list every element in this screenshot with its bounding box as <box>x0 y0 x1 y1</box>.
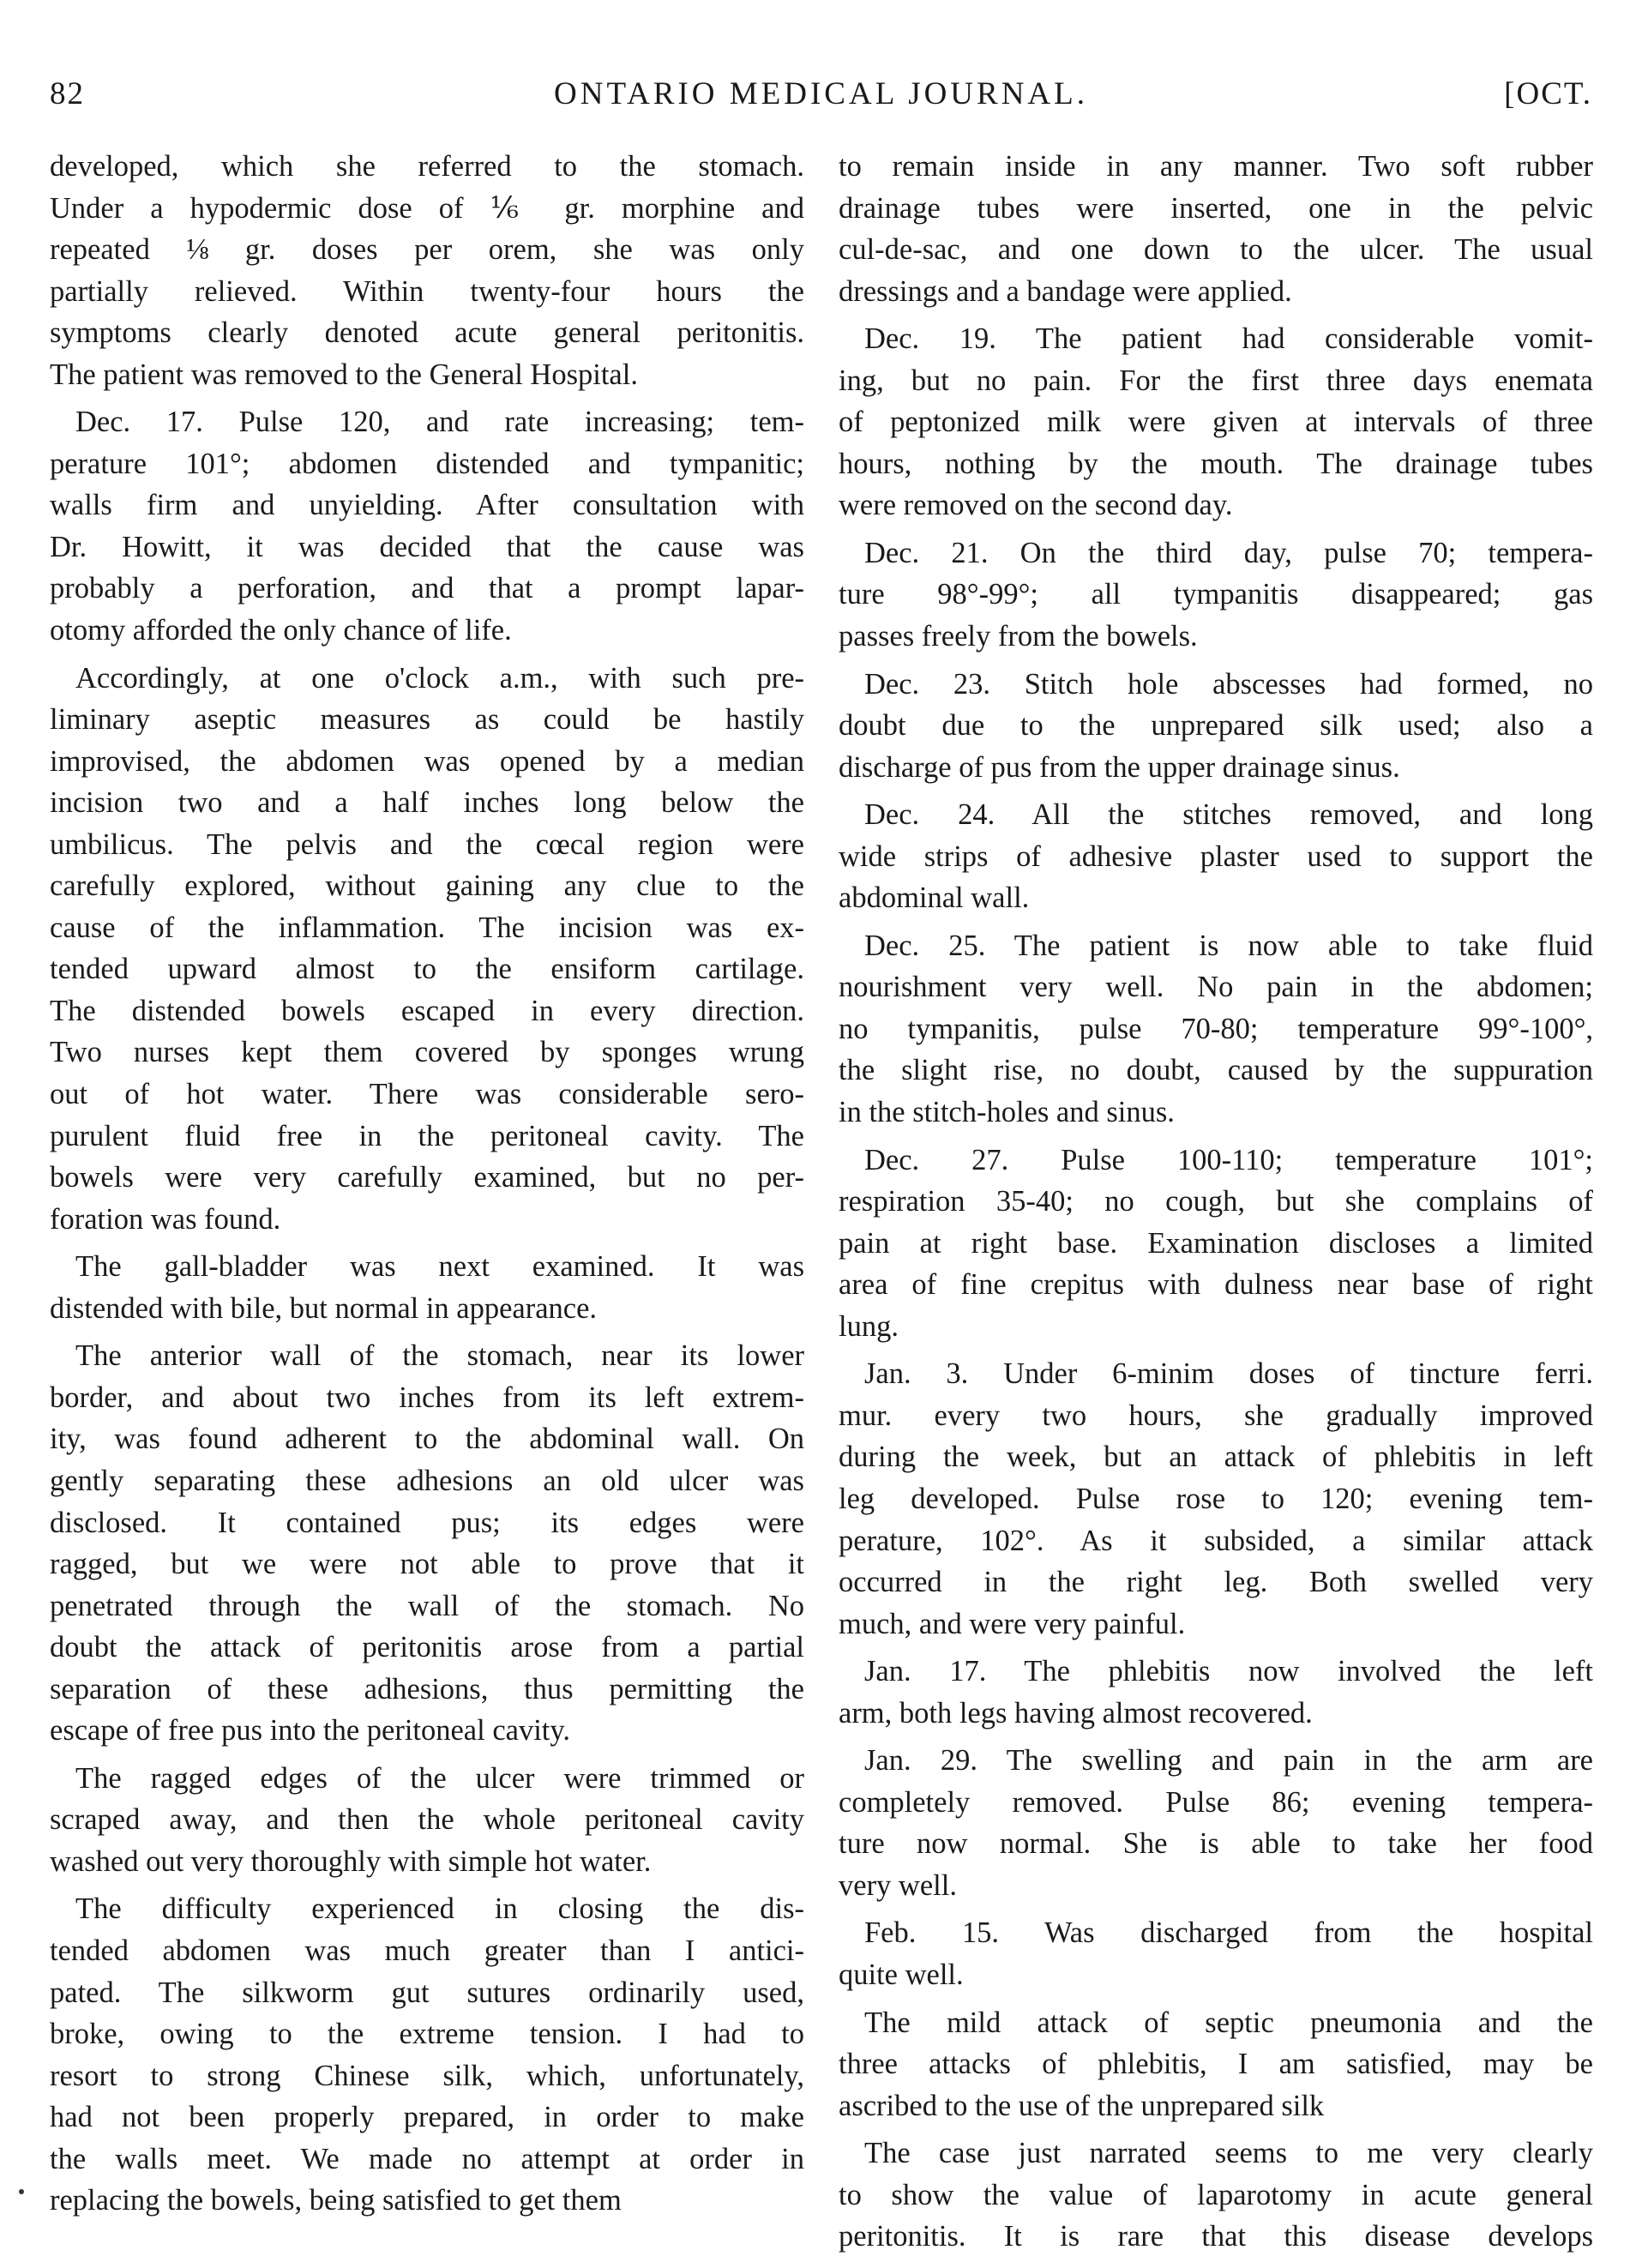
text-line: escape of free pus into the peritoneal cavity. <box>50 1714 571 1748</box>
text-line: discharge of pus from the upper drainage sinus. <box>839 750 1400 784</box>
text-line: umbilicus. The pelvis and the cœcal region were <box>50 827 804 861</box>
text-line: purulent fluid free in the peritoneal cavity. The <box>50 1119 804 1152</box>
text-line: doubt the attack of peritonitis arose from a partial <box>50 1631 804 1664</box>
text-line: had not been properly prepared, in order to make <box>50 2101 804 2134</box>
text-line: The distended bowels escaped in every direction. <box>50 994 804 1027</box>
text-line: Dec. 17. Pulse 120, and rate increasing; tem- <box>75 406 804 439</box>
text-line: The difficulty experienced in closing the dis- <box>75 1892 804 1926</box>
paragraph <box>839 2002 1593 2127</box>
text-line: The case just narrated seems to me very clearly <box>864 2137 1593 2170</box>
text-line: occurred in the right leg. Both swelled very <box>839 1566 1593 1599</box>
text-line: incision two and a half inches long below the <box>50 786 804 820</box>
text-line: Jan. 17. The phlebitis now involved the left <box>864 1655 1593 1688</box>
text-line: peritonitis. It is rare that this disease develops <box>839 2220 1593 2253</box>
text-line: cul-de-sac, and one down to the ulcer. The usual <box>839 233 1593 267</box>
paragraph <box>50 1246 804 1329</box>
text-line: Jan. 29. The swelling and pain in the arm are <box>864 1744 1593 1778</box>
text-line: The patient was removed to the General Hospital. <box>50 358 638 391</box>
paragraph <box>50 146 804 395</box>
text-line: repeated ⅛ gr. doses per orem, she was only <box>50 233 804 267</box>
paragraph <box>50 1888 804 2221</box>
paragraph <box>50 1758 804 1883</box>
text-line: the walls meet. We made no attempt at order in <box>50 2142 804 2175</box>
paragraph <box>839 1740 1593 1906</box>
text-line: the slight rise, no doubt, caused by the suppuration <box>839 1054 1593 1087</box>
text-line: to remain inside in any manner. Two soft rubber <box>839 150 1593 183</box>
paragraph <box>839 664 1593 789</box>
text-line: perature, 102°. As it subsided, a similar attack <box>839 1524 1593 1557</box>
text-line: improvised, the abdomen was opened by a median <box>50 744 804 778</box>
paragraph <box>839 2133 1593 2258</box>
text-line: bowels were very carefully examined, but no per- <box>50 1161 804 1194</box>
text-line: The gall-bladder was next examined. It was <box>75 1250 804 1284</box>
text-line: passes freely from the bowels. <box>839 620 1198 653</box>
paragraph <box>50 401 804 651</box>
text-line: Dec. 27. Pulse 100-110; temperature 101°; <box>864 1143 1593 1176</box>
text-line: separation of these adhesions, thus permitting the <box>50 1672 804 1706</box>
text-line: leg developed. Pulse rose to 120; evening tem- <box>839 1482 1593 1515</box>
text-line: hours, nothing by the mouth. The drainage tubes <box>839 447 1593 480</box>
text-line: ing, but no pain. For the first three days enemata <box>839 364 1593 397</box>
text-line: drainage tubes were inserted, one in the pelvic <box>839 191 1593 225</box>
paragraph <box>839 318 1593 526</box>
text-column-left <box>50 146 804 2228</box>
text-line: Dec. 19. The patient had considerable vomit- <box>864 322 1593 356</box>
text-line: penetrated through the wall of the stomach. No <box>50 1589 804 1622</box>
text-line: distended with bile, but normal in appearance. <box>50 1291 598 1325</box>
text-column-right <box>839 146 1593 2264</box>
text-line: tended upward almost to the ensiform cartilage. <box>50 953 804 986</box>
text-line: dressings and a bandage were applied. <box>839 274 1292 308</box>
text-line: very well. <box>839 1868 957 1902</box>
text-line: gently separating these adhesions an old ulcer was <box>50 1464 804 1497</box>
paragraph <box>839 794 1593 919</box>
text-line: otomy afforded the only chance of life. <box>50 614 512 647</box>
text-line: Two nurses kept them covered by sponges wrung <box>50 1036 804 1069</box>
text-line: mur. every two hours, she gradually improved <box>839 1399 1593 1432</box>
paragraph <box>839 1912 1593 1995</box>
text-line: ture now normal. She is able to take her food <box>839 1827 1593 1861</box>
text-line: much, and were very painful. <box>839 1607 1186 1640</box>
text-line: Jan. 3. Under 6-minim doses of tincture ferri. <box>864 1357 1593 1391</box>
text-line: ity, was found adherent to the abdominal wall. On <box>50 1423 804 1456</box>
text-line: ascribed to the use of the unprepared silk <box>839 2089 1325 2122</box>
text-line: disclosed. It contained pus; its edges were <box>50 1506 804 1539</box>
text-line: pain at right base. Examination discloses a limited <box>839 1226 1593 1260</box>
text-line: nourishment very well. No pain in the abdomen; <box>839 971 1593 1004</box>
text-line: completely removed. Pulse 86; evening tempera- <box>839 1785 1593 1819</box>
text-line: Dec. 21. On the third day, pulse 70; tempera- <box>864 536 1593 569</box>
page-header <box>50 75 1592 123</box>
text-line: abdominal wall. <box>839 881 1030 915</box>
text-line: area of fine crepitus with dulness near base of right <box>839 1268 1593 1302</box>
paragraph <box>839 925 1593 1134</box>
text-line: Dr. Howitt, it was decided that the cause was <box>50 530 804 563</box>
text-line: Dec. 24. All the stitches removed, and long <box>864 798 1593 832</box>
text-line: quite well. <box>839 1958 964 1991</box>
text-line: symptoms clearly denoted acute general peritonitis. <box>50 316 804 350</box>
text-line: to show the value of laparotomy in acute general <box>839 2178 1593 2211</box>
text-line: washed out very thoroughly with simple hot water. <box>50 1844 652 1878</box>
text-line: Feb. 15. Was discharged from the hospital <box>864 1916 1593 1950</box>
text-line: during the week, but an attack of phlebitis in left <box>839 1441 1593 1474</box>
paragraph <box>839 1140 1593 1348</box>
text-line: The mild attack of septic pneumonia and the <box>864 2006 1593 2039</box>
text-line: foration was found. <box>50 1202 281 1236</box>
text-line: Dec. 23. Stitch hole abscesses had formed, no <box>864 667 1593 701</box>
text-line: The ragged edges of the ulcer were trimmed or <box>75 1761 804 1795</box>
text-line: carefully explored, without gaining any clue to the <box>50 869 804 903</box>
text-line: broke, owing to the extreme tension. I had to <box>50 2018 804 2051</box>
text-line: cause of the inflammation. The incision was ex- <box>50 911 804 944</box>
text-line: out of hot water. There was considerable sero- <box>50 1078 804 1111</box>
print-speck <box>19 2189 24 2194</box>
text-line: pated. The silkworm gut sutures ordinarily used, <box>50 1976 804 2009</box>
text-line: ture 98°-99°; all tympanitis disappeared; gas <box>839 578 1593 611</box>
page-number: 82 <box>50 76 85 111</box>
text-line: of peptonized milk were given at intervals of three <box>839 406 1593 439</box>
text-line: in the stitch-holes and sinus. <box>839 1096 1175 1129</box>
text-line: Under a hypodermic dose of ⅙ gr. morphine and <box>50 191 804 225</box>
text-line: replacing the bowels, being satisfied to get them <box>50 2184 622 2217</box>
text-line: liminary aseptic measures as could be hastily <box>50 703 804 737</box>
paragraph <box>50 1335 804 1751</box>
paragraph <box>839 1353 1593 1645</box>
paragraph <box>839 532 1593 658</box>
paragraph <box>839 1651 1593 1734</box>
issue-month: [OCT. <box>1504 76 1592 111</box>
text-line: resort to strong Chinese silk, which, unfortunately, <box>50 2059 804 2092</box>
text-line: The anterior wall of the stomach, near its lower <box>75 1339 804 1373</box>
text-line: walls firm and unyielding. After consultation with <box>50 489 804 522</box>
text-line: scraped away, and then the whole peritoneal cavity <box>50 1803 804 1837</box>
text-line: Accordingly, at one o'clock a.m., with such pre- <box>75 661 804 695</box>
text-line: ragged, but we were not able to prove that it <box>50 1548 804 1581</box>
text-line: tended abdomen was much greater than I antici- <box>50 1934 804 1967</box>
text-line: respiration 35-40; no cough, but she complains of <box>839 1185 1593 1218</box>
paragraph <box>839 146 1593 312</box>
text-line: probably a perforation, and that a prompt lapar- <box>50 572 804 605</box>
journal-title: ONTARIO MEDICAL JOURNAL. <box>554 76 1088 111</box>
text-line: lung. <box>839 1309 899 1343</box>
text-line: were removed on the second day. <box>839 489 1233 522</box>
text-line: three attacks of phlebitis, I am satisfied, may be <box>839 2048 1593 2081</box>
text-line: partially relieved. Within twenty-four hours the <box>50 274 804 308</box>
text-line: perature 101°; abdomen distended and tympanitic; <box>50 447 804 480</box>
text-line: doubt due to the unprepared silk used; also a <box>839 709 1593 743</box>
paragraph <box>50 658 804 1241</box>
text-line: developed, which she referred to the stomach. <box>50 150 804 183</box>
text-line: no tympanitis, pulse 70-80; temperature 99°-100°, <box>839 1012 1593 1045</box>
text-line: border, and about two inches from its left extrem- <box>50 1381 804 1414</box>
text-line: arm, both legs having almost recovered. <box>839 1696 1313 1730</box>
text-line: Dec. 25. The patient is now able to take fluid <box>864 929 1593 962</box>
text-line: wide strips of adhesive plaster used to support the <box>839 839 1593 873</box>
